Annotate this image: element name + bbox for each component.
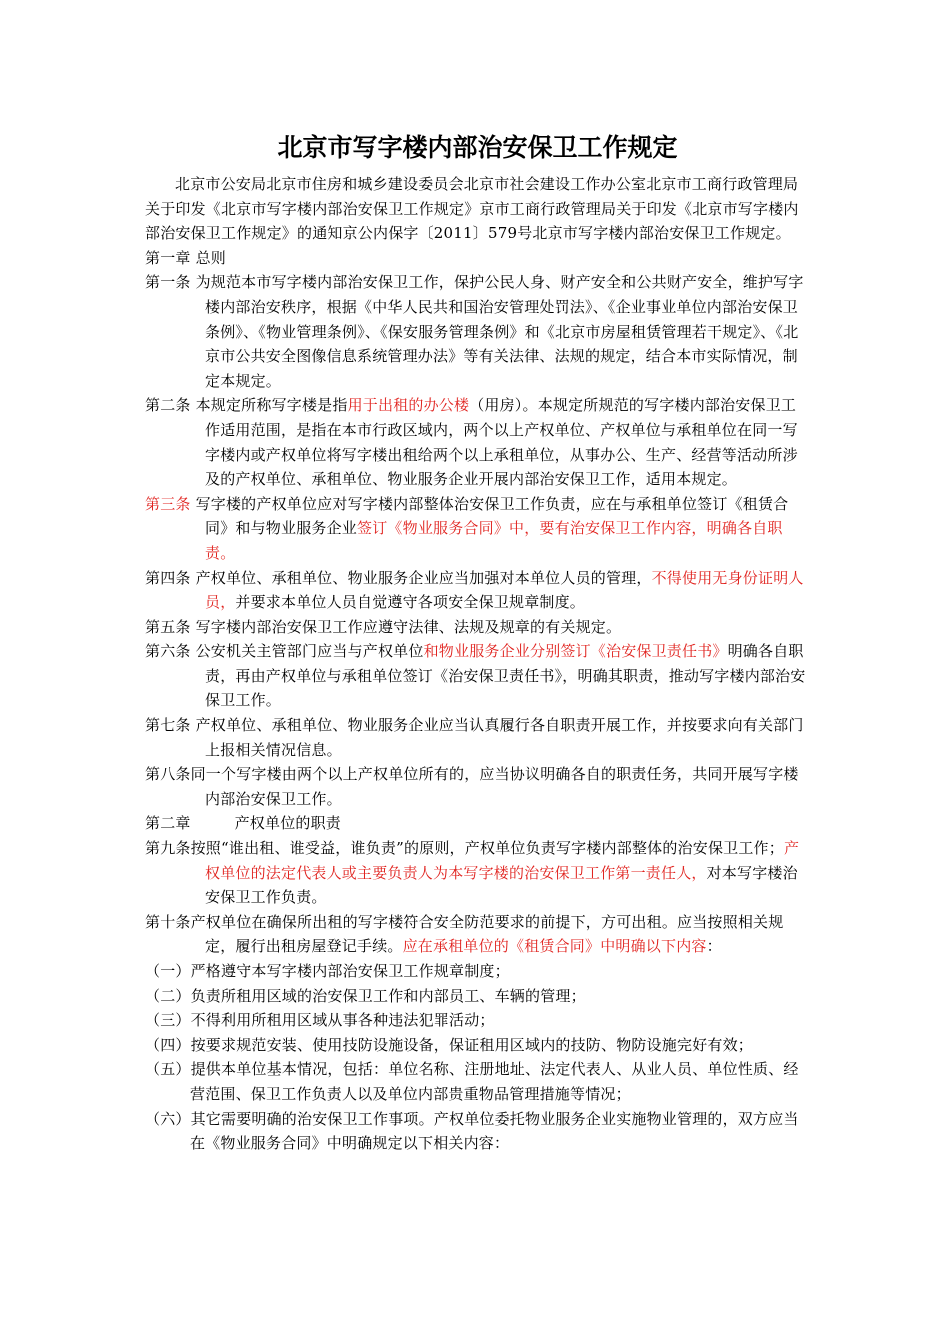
article-text: （用房）。本规定所规范的写字楼内部治安保卫工作适用范围，是指在本市行政区域内，两个以上产权单位、产权单位与承租单位在同一写字楼内或产权单位将写字楼出租给两个以上承租单位，从事办公、生产、经营等活动所涉及的产权单位、承租单位、物业服务企业开展内部治安保卫工作，适用本规定。 (205, 396, 798, 489)
article-text: 产权单位、承租单位、物业服务企业应当加强对本单位人员的管理， (195, 568, 652, 587)
article-text: 同一个写字楼由两个以上产权单位所有的，应当协议明确各自的职责任务，共同开展写字楼内部治安保卫工作。 (190, 765, 799, 808)
highlighted-text: 和物业服务企业分别签订《治安保卫责任书》 (423, 642, 728, 661)
intro-paragraph: 北京市公安局北京市住房和城乡建设委员会北京市社会建设工作办公室北京市工商行政管理局关于印发《北京市写字楼内部治安保卫工作规定》京市工商行政管理局关于印发《北京市写字楼内部治安保卫工作规定》的通知京公内保字〔2011〕579号北京市写字楼内部治安保卫工作规定。 (145, 175, 799, 243)
article-text: ： (706, 937, 722, 956)
article-text: 产权单位、承租单位、物业服务企业应当认真履行各自职责开展工作，并按要求向有关部门上报相关情况信息。 (195, 716, 804, 759)
article-text: 写字楼内部治安保卫工作应遵守法律、法规及规章的有关规定。 (195, 617, 622, 636)
list-item: （二）负责所租用区域的治安保卫工作和内部员工、车辆的管理； (145, 986, 586, 1005)
highlighted-text: 用于出租的办公楼 (347, 396, 470, 415)
list-item: （三）不得利用所租用区域从事各种违法犯罪活动； (145, 1011, 495, 1030)
article-text: 明确各自职责，再由产权单位与承租单位签订《治安保卫责任书》，明确其职责，推动写字楼内部治安保卫工作。 (205, 642, 806, 710)
article-text: 对本写字楼治安保卫工作负责。 (205, 863, 798, 907)
article-label: 第十条 (145, 912, 191, 931)
chapter-title: 产权单位的职责 (234, 814, 342, 833)
article-label: 第七条 (145, 716, 191, 735)
article-3 (145, 492, 810, 566)
article-text: 按照“谁出租、谁受益，谁负责”的原则，产权单位负责写字楼内部整体的治安保卫工作； (190, 839, 784, 858)
article-text: 公安机关主管部门应当与产权单位 (195, 642, 424, 661)
list-item: （一）严格遵守本写字楼内部治安保卫工作规章制度； (145, 962, 510, 980)
document-page (145, 128, 810, 1156)
highlighted-text: 应在承租单位的《租赁合同》中明确以下内容 (402, 937, 707, 956)
highlighted-text: 签订《物业服务合同》中，要有治安保卫工作内容，明确各自职责。 (205, 519, 783, 562)
article-10 (145, 910, 810, 959)
article-text: 本规定所称写字楼是指 (195, 396, 348, 415)
article-text: 写字楼的产权单位应对写字楼内部整体治安保卫工作负责，应在与承租单位签订《租赁合同》和与物业服务企业 (195, 494, 789, 538)
highlighted-text: 产权单位的法定代表人或主要负责人为本写字楼的治安保卫工作第一责任人， (205, 839, 800, 882)
article-label: 第一条 (145, 273, 191, 292)
article-1 (145, 270, 810, 393)
article-label: 第三条 (145, 494, 191, 513)
article-6 (145, 639, 810, 713)
article-label: 第四条 (145, 568, 191, 587)
article-text: 并要求本单位人员自觉遵守各项安全保卫规章制度。 (235, 593, 586, 612)
chapter-number: 第二章 (145, 814, 191, 833)
article-text: 产权单位在确保所出租的写字楼符合安全防范要求的前提下，方可出租。应当按照相关规定，履行出租房屋登记手续。 (190, 912, 784, 956)
article-5 (145, 615, 810, 640)
list-item: （六）其它需要明确的治安保卫工作事项。产权单位委托物业服务企业实施物业管理的，双方应当在《物业服务合同》中明确规定以下相关内容： (145, 1109, 799, 1153)
list-item: （五）提供本单位基本情况，包括：单位名称、注册地址、法定代表人、从业人员、单位性质、经营范围、保卫工作负责人以及单位内部贵重物品管理措施等情况； (145, 1060, 799, 1103)
article-label: 第六条 (145, 642, 191, 661)
chapter-2-heading (145, 811, 810, 836)
document-title: 北京市写字楼内部治安保卫工作规定 (277, 133, 678, 162)
list-item: （四）按要求规范安装、使用技防设施设备，保证租用区域内的技防、物防设施完好有效； (145, 1035, 754, 1054)
article-7 (145, 713, 810, 762)
article-text: 为规范本市写字楼内部治安保卫工作，保护公民人身、财产安全和公共财产安全，维护写字楼内部治安秩序，根据《中华人民共和国治安管理处罚法》、《企业事业单位内部治安保卫条例》、《物业管理条例》、《保安服务管理条例》和《北京市房屋租赁管理若干规定》、《北京市公共安全图像信息系统管理办法》等有关法律、法规的规定，结合本市实际情况，制定本规定。 (195, 273, 804, 390)
article-label: 第二条 (145, 396, 191, 415)
highlighted-text: 不得使用无身份证明人员， (205, 568, 804, 612)
article-2 (145, 393, 810, 491)
article-label: 第五条 (145, 617, 191, 636)
article-9 (145, 836, 810, 910)
article-4 (145, 566, 810, 615)
chapter-1-heading: 第一章 总则 (145, 248, 226, 267)
article-8 (145, 762, 810, 811)
article-label: 第九条 (145, 839, 191, 858)
article-label: 第八条 (145, 765, 191, 784)
